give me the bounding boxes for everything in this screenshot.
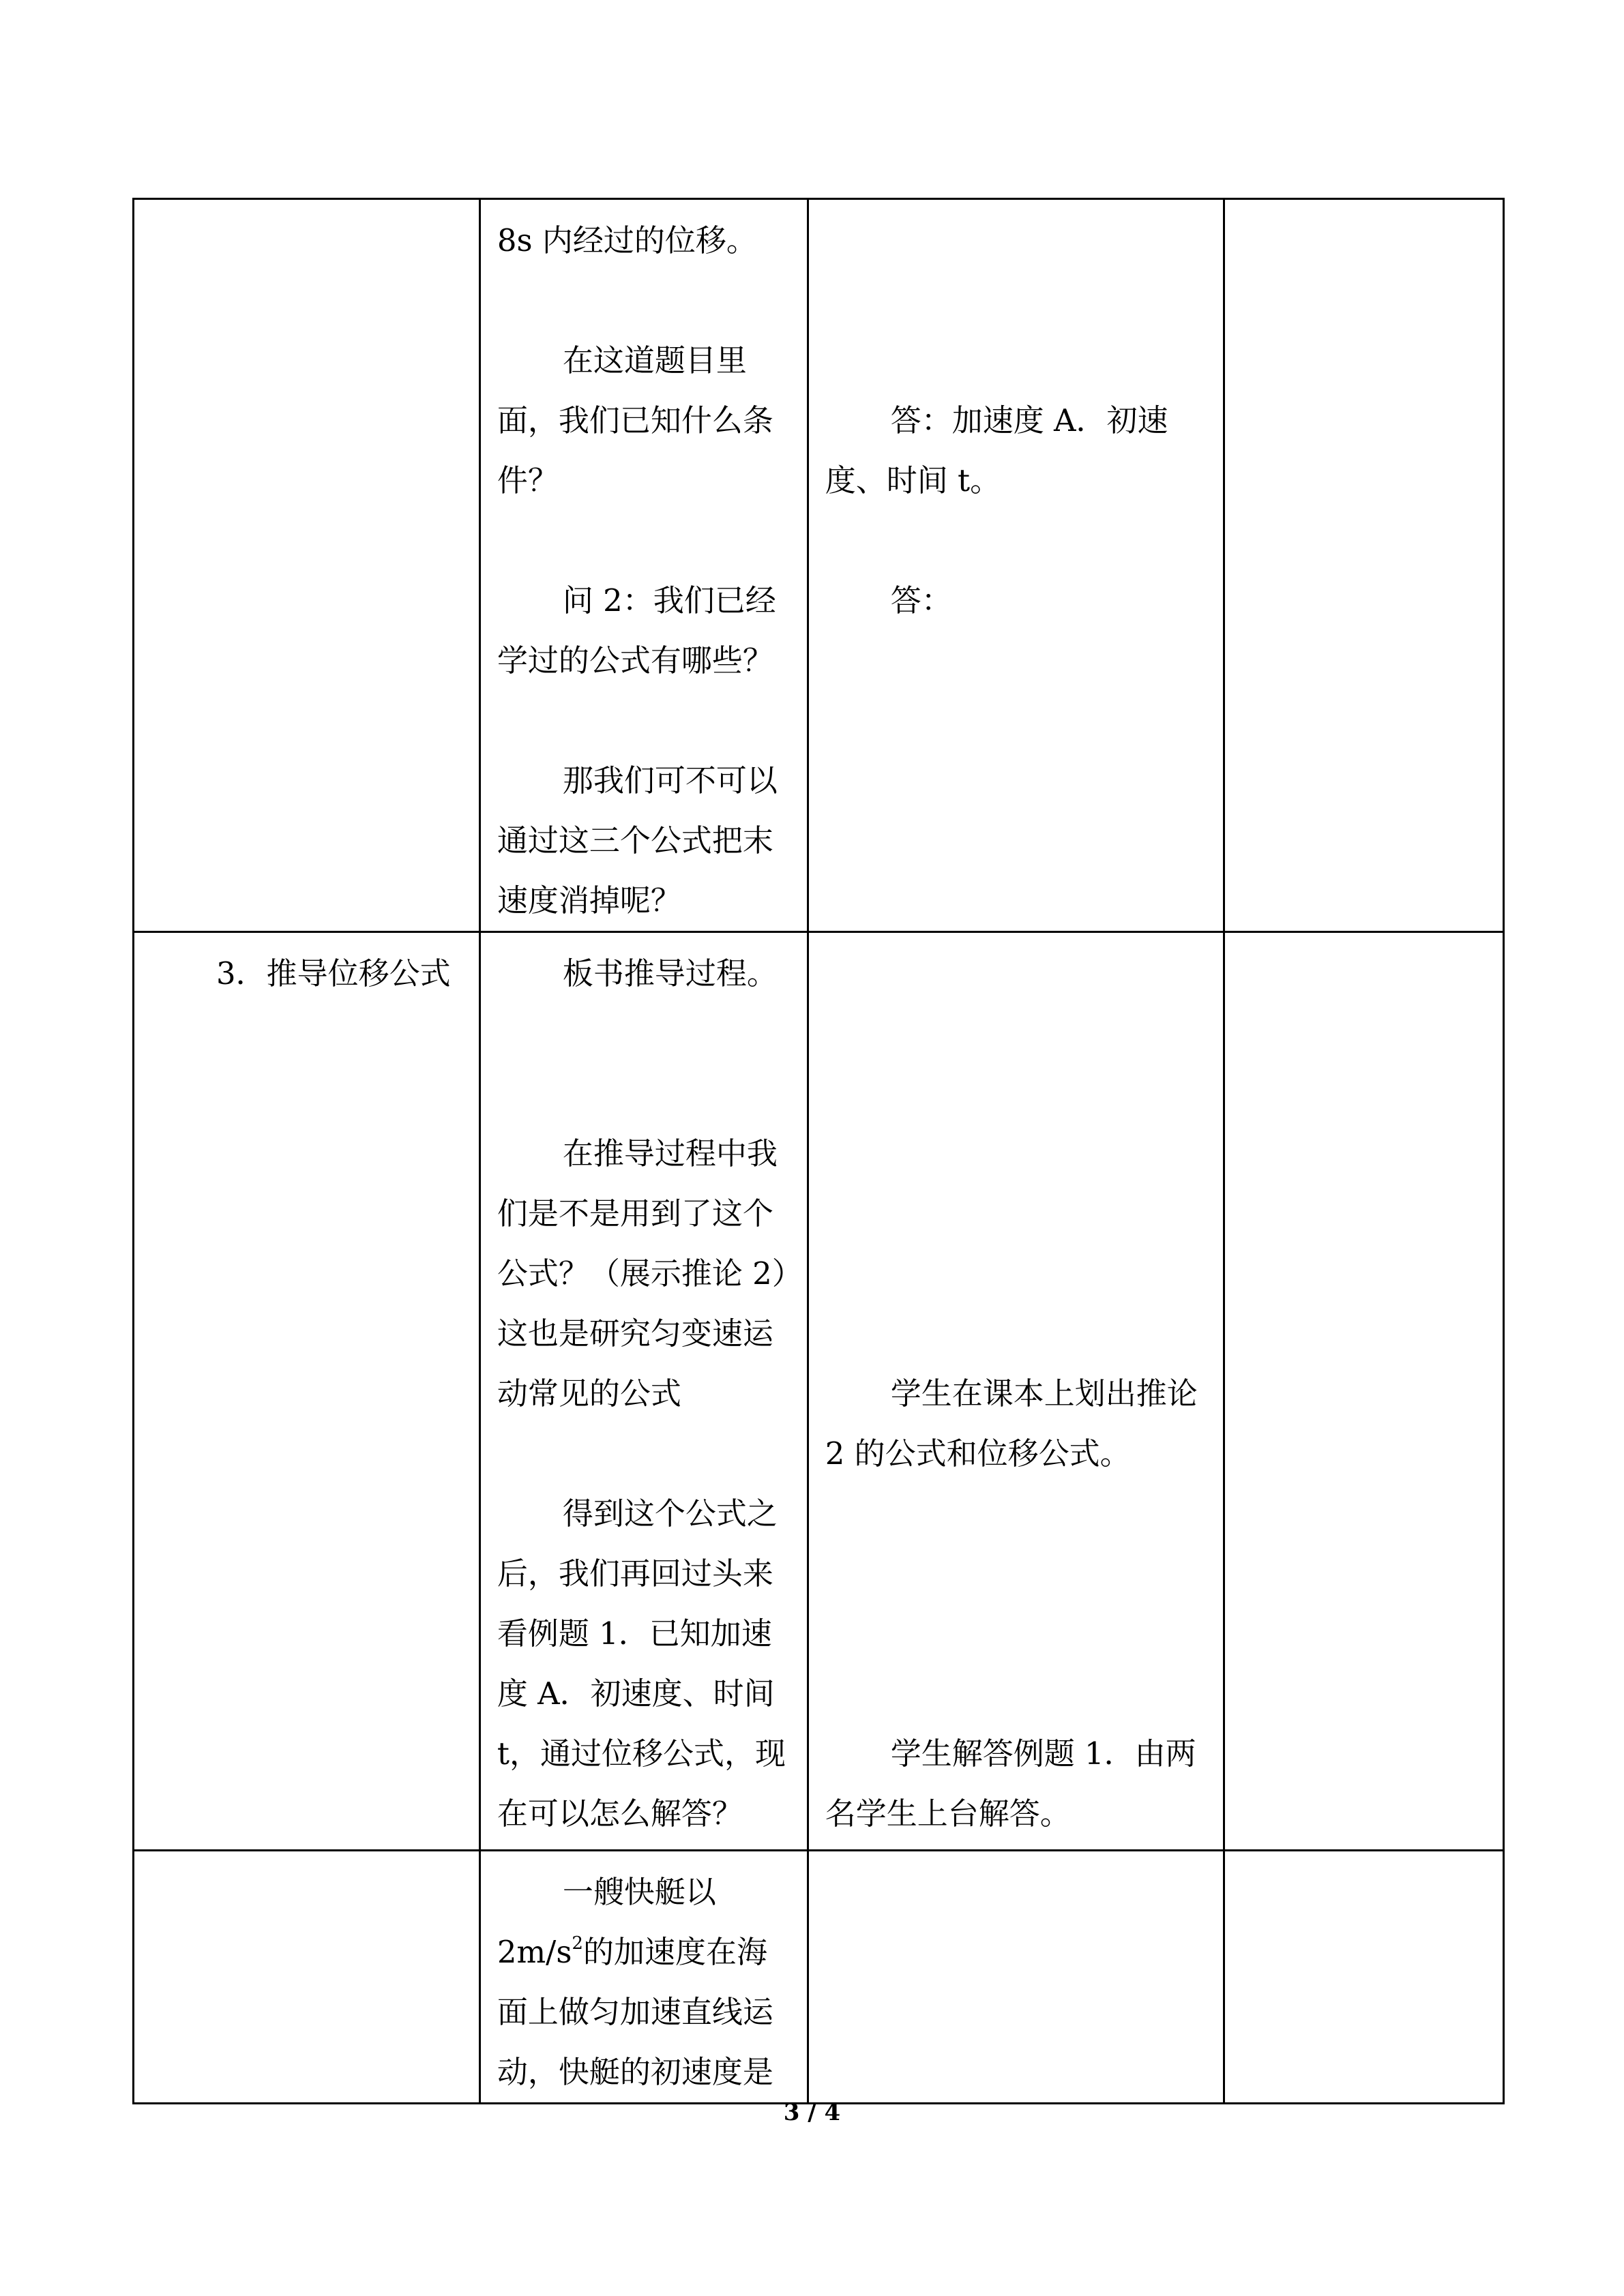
table-row <box>134 1851 1504 2104</box>
paragraph: 学生在课本上划出推论 2 的公式和位移公式。 <box>825 1375 1198 1472</box>
teacher-activity-cell <box>479 199 808 932</box>
step-cell <box>134 932 480 1851</box>
table-cell <box>134 1851 480 2104</box>
text-span: 的加速度在海面上做匀加速直线运动，快艇的初速度是 <box>497 1934 773 2090</box>
table-cell <box>1224 1851 1503 2104</box>
paragraph: 问 2：我们已经学过的公式有哪些？ <box>497 582 776 679</box>
paragraph: 答： <box>890 582 952 618</box>
table-cell <box>1224 932 1503 1851</box>
paragraph <box>497 1862 791 2102</box>
paragraph: 答：加速度 A．初速度、时间 t。 <box>825 402 1168 498</box>
paragraph: 3．推导位移公式 <box>216 955 451 992</box>
teacher-activity-cell <box>479 932 808 1851</box>
lesson-plan-table <box>132 198 1505 2104</box>
student-activity-cell <box>808 932 1224 1851</box>
teacher-activity-cell <box>479 1851 808 2104</box>
table-row <box>134 199 1504 932</box>
paragraph: 学生解答例题 1．由两名学生上台解答。 <box>825 1735 1196 1832</box>
student-activity-cell <box>808 199 1224 932</box>
table-cell <box>134 199 480 932</box>
page-number: 3 / 4 <box>783 2099 841 2126</box>
paragraph: 8s 内经过的位移。 <box>497 222 757 258</box>
paragraph: 得到这个公式之后，我们再回过头来看例题 1．已知加速度 A．初速度、时间 t，通过位移公式，现在可以怎么解答？ <box>497 1495 786 1832</box>
paragraph: 在推导过程中我们是不是用到了这个公式？（展示推论 2）这也是研究匀变速运动常见的公式 <box>497 1135 788 1412</box>
table-cell <box>1224 199 1503 932</box>
paragraph: 板书推导过程。 <box>562 955 778 992</box>
table-cell <box>808 1851 1224 2104</box>
paragraph: 在这道题目里面，我们已知什么条件？ <box>497 342 773 498</box>
text-span: 一艘快艇以 2m/s <box>497 1874 716 1970</box>
table-row <box>134 932 1504 1851</box>
paragraph: 那我们可不可以通过这三个公式把末速度消掉呢？ <box>497 762 778 919</box>
superscript: 2 <box>572 1933 583 1954</box>
